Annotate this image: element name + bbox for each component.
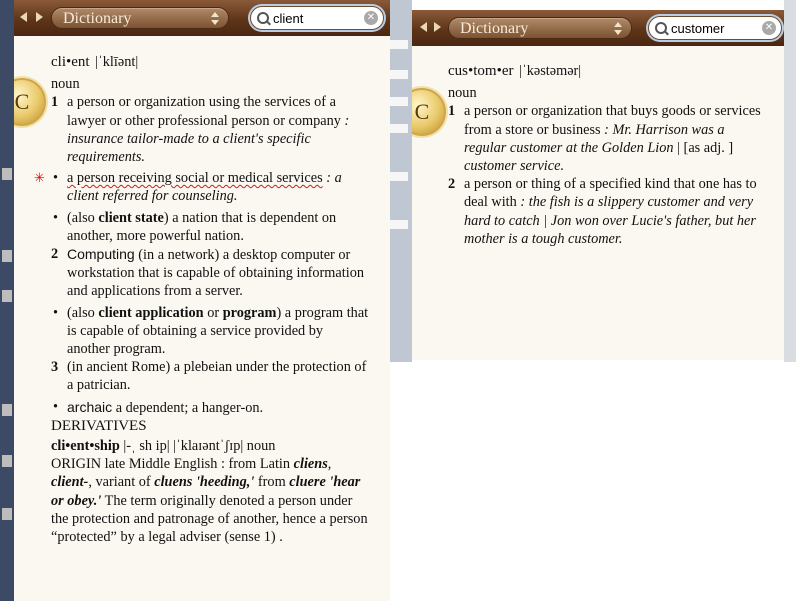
dictionary-source-select[interactable]	[448, 17, 632, 39]
sense-1	[448, 102, 766, 175]
background-window-left	[0, 0, 14, 601]
sense-example: : insurance tailor-made to a client's specific requirements.	[67, 112, 350, 166]
search-field[interactable]	[648, 16, 782, 40]
widget-titlebar	[412, 10, 784, 46]
dictionary-widget-customer	[412, 10, 784, 360]
sense-number: 1	[448, 103, 456, 120]
origin-term: cluens 'heeding,'	[154, 474, 255, 491]
sense-number: 2	[51, 246, 59, 263]
background-text-fragment	[2, 250, 12, 262]
background-text-fragment	[2, 404, 12, 416]
background-text-fragment	[2, 455, 12, 467]
subsense-text: (also	[67, 209, 99, 226]
origin-text: , variant of	[88, 474, 155, 491]
origin-term: cluere 'hear or obey.'	[51, 474, 361, 509]
sense-number: 2	[448, 176, 456, 193]
background-window-right	[784, 0, 796, 362]
letter-badge-icon: C	[14, 78, 46, 126]
sense-text: (in a network) a desktop computer or workstation that is capable of obtaining information and applications from a server.	[67, 247, 364, 300]
sense-example: customer service.	[464, 158, 565, 175]
search-field[interactable]	[250, 6, 384, 30]
pronunciation: |ˈklīənt|	[95, 54, 139, 70]
derivative-pronunciation: |-ˌ sh ip| |ˈklaɪəntˈʃɪp|	[123, 438, 244, 455]
background-text-fragment	[390, 70, 408, 79]
subsense-text: a dependent; a hanger-on.	[115, 399, 264, 416]
bold-term: client state	[98, 209, 164, 226]
headword-line	[448, 62, 766, 80]
widget-titlebar	[14, 0, 390, 36]
background-text-fragment	[390, 172, 408, 181]
sense-2	[51, 245, 369, 301]
headword: cli•ent	[51, 54, 90, 70]
sense-text: a person or organization that buys goods or services from a store or business	[464, 103, 761, 138]
subsense-2b	[51, 304, 369, 359]
subsense-text: ) a nation that is dependent on another, more powerful nation.	[67, 209, 337, 244]
dictionary-source-select[interactable]	[51, 7, 229, 29]
derivative-word: cli•ent•ship	[51, 438, 120, 455]
sense-example: : Mr. Harrison was a regular customer at the Golden Lion	[464, 121, 725, 156]
search-icon	[257, 12, 269, 24]
subsense-1b	[34, 169, 369, 205]
origin-text: from	[254, 474, 290, 491]
definition-content	[34, 53, 369, 546]
sense-text: a person or thing of a specified kind that one has to deal with	[464, 176, 757, 211]
search-input[interactable]	[273, 9, 361, 27]
search-input[interactable]	[671, 19, 759, 37]
subsense-example: : a client referred for counseling.	[67, 170, 342, 205]
sense-example: : the fish is a slippery customer and very hard to catch | Jon won over Lucie's father, but her mother is a tough customer.	[464, 194, 756, 247]
sense-1	[51, 93, 369, 166]
bullet: •	[53, 209, 59, 226]
derivatives-heading: DERIVATIVES	[51, 417, 147, 434]
background-text-fragment	[2, 508, 12, 520]
background-text-fragment	[390, 220, 408, 229]
headword: cus•tom•er	[448, 63, 514, 79]
bullet: •	[53, 304, 59, 321]
letter-badge-icon: C	[412, 88, 446, 136]
subsense-text: ) a program that is capable of obtaining a service provided by another program.	[67, 304, 369, 358]
dictionary-widget-client	[14, 0, 390, 601]
subsense-3b	[51, 398, 369, 417]
background-text-fragment	[390, 40, 408, 49]
register-label: archaic	[67, 398, 113, 415]
origin-term: client-	[51, 474, 89, 491]
origin-text: The term originally denoted a person under the protection and patronage of another, hence a person “protected” by a legal adviser (sense 1) .	[51, 492, 368, 546]
clear-search-icon[interactable]: ✕	[762, 21, 776, 35]
bullet: •	[53, 170, 59, 187]
subsense-text: (also	[67, 304, 99, 321]
subsense-1c	[51, 209, 369, 245]
bold-term: program	[222, 304, 277, 321]
background-text-fragment	[390, 124, 408, 133]
pronunciation: |ˈkəstəmər|	[519, 63, 582, 79]
subsense-text: a person receiving social or medical services	[67, 170, 323, 187]
updown-chevron-icon	[614, 22, 622, 36]
origin-text: ,	[327, 456, 332, 473]
background-text-fragment	[2, 290, 12, 302]
grammar-note: | [as adj. ]	[673, 139, 734, 156]
clear-search-icon[interactable]: ✕	[364, 11, 378, 25]
sense-number: 3	[51, 359, 59, 376]
origin-heading: ORIGIN	[51, 456, 102, 473]
forward-arrow-icon[interactable]	[34, 10, 48, 24]
part-of-speech: noun	[51, 76, 80, 93]
origin-text: late Middle English : from Latin	[101, 456, 294, 473]
dictionary-source-label: Dictionary	[63, 10, 132, 27]
headword-line	[51, 53, 369, 71]
background-text-fragment	[2, 168, 12, 180]
bold-term: client application	[98, 304, 204, 321]
sense-text: (in ancient Rome) a plebeian under the protection of a patrician.	[67, 359, 367, 394]
dictionary-source-label: Dictionary	[460, 20, 529, 37]
derivative-line	[51, 437, 369, 455]
subsense-text: or	[203, 304, 223, 321]
background-window-middle	[388, 0, 412, 362]
bookmark-marker-icon: ✳	[34, 171, 45, 187]
background-text-fragment	[390, 97, 408, 106]
origin-paragraph	[51, 455, 369, 546]
back-arrow-icon[interactable]	[418, 20, 432, 34]
subject-field-label: Computing	[67, 246, 135, 263]
derivative-pos: noun	[246, 438, 276, 455]
forward-arrow-icon[interactable]	[432, 20, 446, 34]
definition-content	[448, 62, 766, 248]
search-icon	[655, 22, 667, 34]
part-of-speech: noun	[448, 85, 477, 102]
updown-chevron-icon	[211, 12, 219, 26]
sense-3	[51, 358, 369, 394]
sense-number: 1	[51, 94, 59, 111]
back-arrow-icon[interactable]	[18, 10, 32, 24]
sense-2	[448, 175, 766, 248]
sense-text: a person or organization using the services of a lawyer or other professional person or company	[67, 94, 341, 129]
bullet: •	[53, 398, 59, 415]
origin-term: cliens	[293, 456, 328, 473]
